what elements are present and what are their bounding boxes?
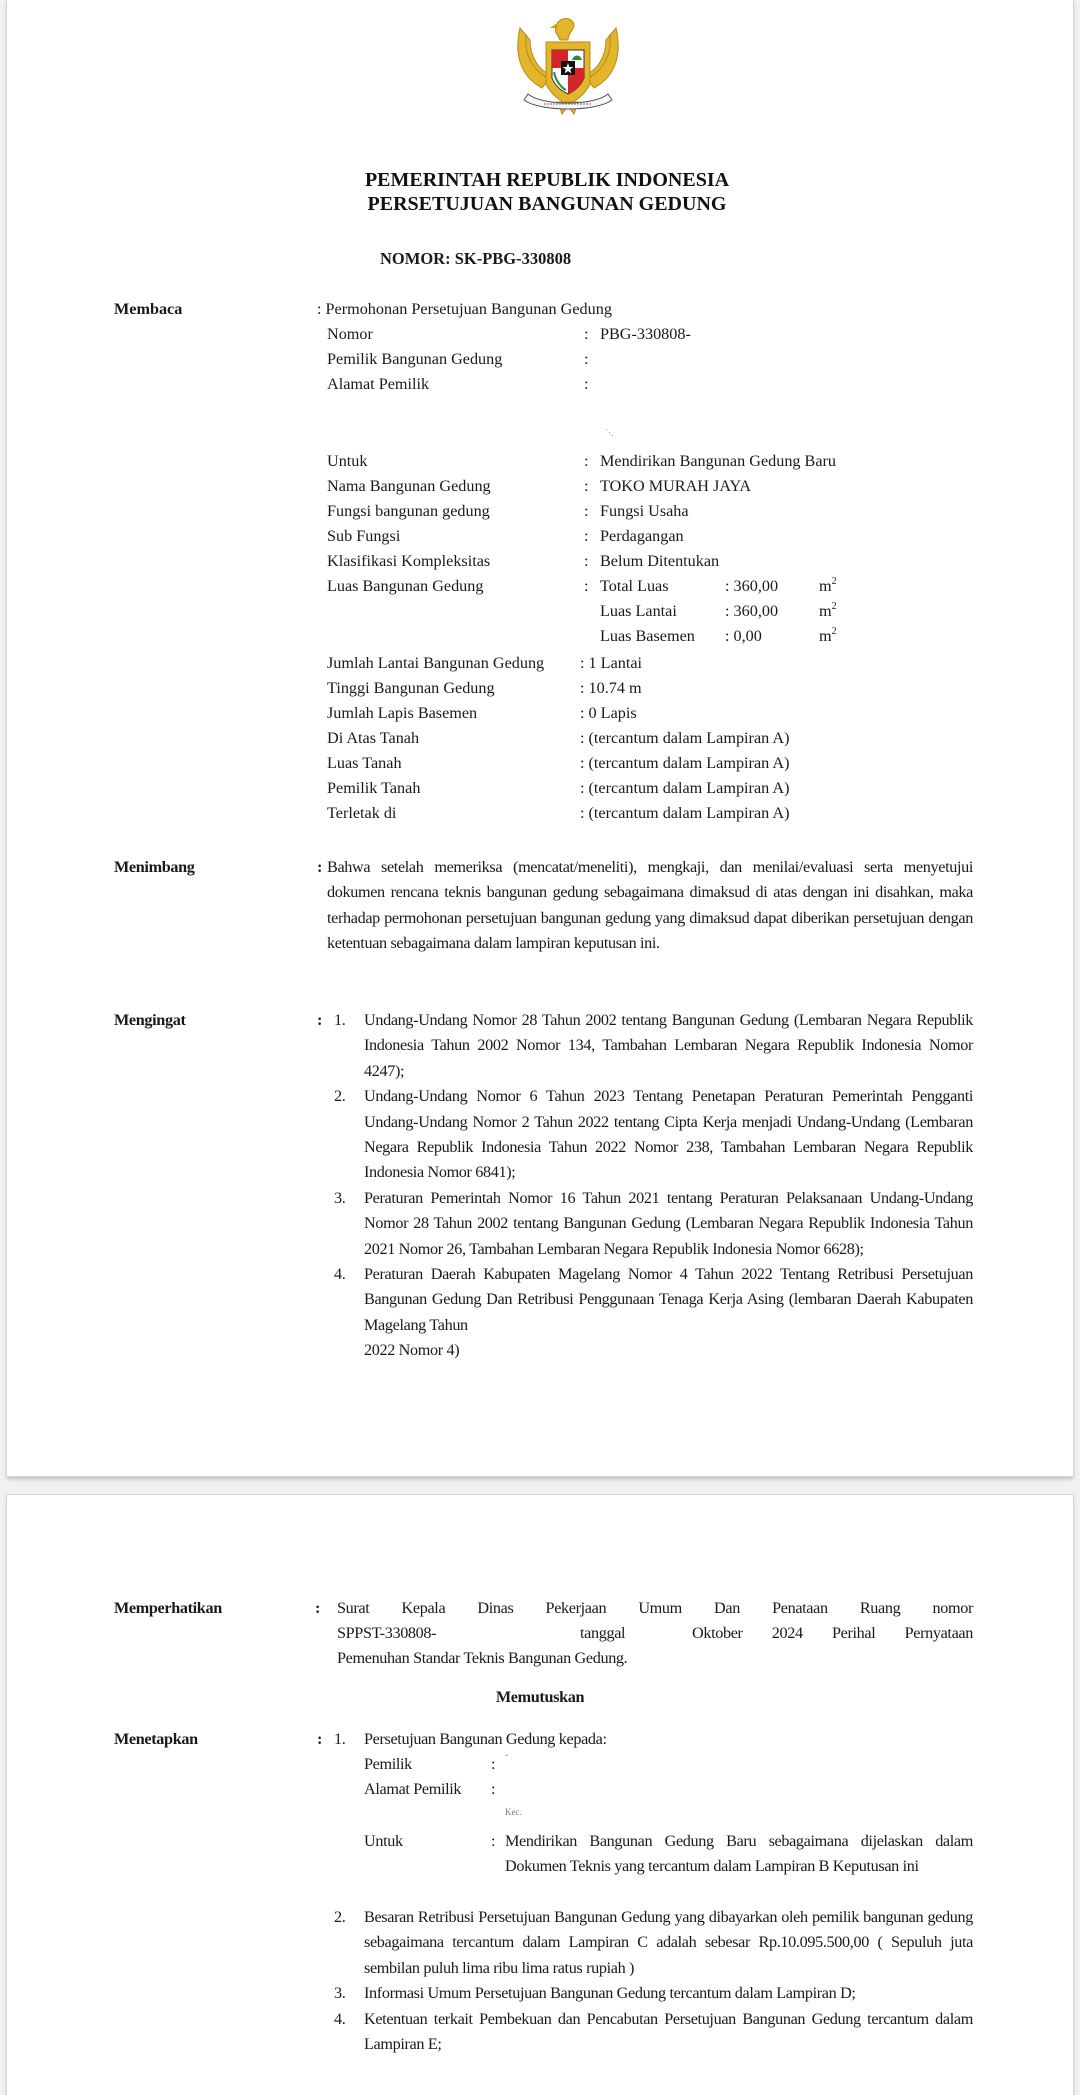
field-value: Belum Ditentukan <box>600 552 720 570</box>
redacted-remnant: ˇ <box>505 1753 508 1763</box>
field-value: : (tercantum dalam Lampiran A) <box>580 804 790 822</box>
list-item: 3. Peraturan Pemerintah Nomor 16 Tahun 2021 tentang Peraturan Pelaksanaan Undang-Undang Nomor 28 Tahun 2002 tentang Bangunan Gedung (Lembaran Negara Republik Indonesia Tahun 2021 Nomor 26, Tambahan Lembaran Negara Republik Indonesia Nomor 6628); <box>334 1188 973 1258</box>
document-page-2 <box>7 1495 1073 2095</box>
list-item: 1. Undang-Undang Nomor 28 Tahun 2002 tentang Bangunan Gedung (Lembaran Negara Republik Indonesia Tahun 2002 Nomor 134, Tambahan Lembaran Negara Republik Indonesia Nomor 4247); <box>334 1011 973 1080</box>
field-sep: : <box>584 452 589 470</box>
alamat-sep: : <box>491 1780 496 1798</box>
field-label: Jumlah Lapis Basemen <box>327 704 478 722</box>
document-page-1 <box>7 0 1073 1476</box>
pemilik-sep: : <box>491 1755 496 1773</box>
alamat-label: Alamat Pemilik <box>364 1780 462 1798</box>
field-sep: : <box>584 502 589 520</box>
pemilik-label: Pemilik <box>364 1755 412 1773</box>
field-label: Nomor <box>327 325 373 343</box>
list-item: 4. Peraturan Daerah Kabupaten Magelang Nomor 4 Tahun 2022 Tentang Retribusi Persetujuan Bangunan Gedung Dan Retribusi Penggunaan Tenaga Kerja Asing (lembaran Daerah Kabupaten Magelang Tahun 2022 Nomor 4) <box>334 1265 973 1360</box>
mengingat-colon: : <box>317 1011 323 1029</box>
field-sep: : <box>584 325 589 343</box>
redacted-remnant: Kec. <box>505 1807 522 1817</box>
field-value: TOKO MURAH JAYA <box>600 477 752 495</box>
menetapkan-item1-num: 1. <box>334 1730 346 1748</box>
memperhatikan-colon: : <box>315 1599 321 1617</box>
document-title-line2: PERSETUJUAN BANGUNAN GEDUNG <box>367 193 727 215</box>
section-label-membaca: Membaca <box>114 300 183 318</box>
field-label: Luas Tanah <box>327 754 402 772</box>
field-value: Mendirikan Bangunan Gedung Baru <box>600 452 837 470</box>
menimbang-text: Bahwa setelah memeriksa (mencatat/meneliti), mengkaji, dan menilai/evaluasi serta menyetujui dokumen rencana teknis bangunan gedung sebagaimana dimaksud di atas dengan ini disahkan, maka terhadap permohonan persetujuan bangunan gedung yang dimaksud dapat diberikan persetujuan dengan ketentuan sebagaimana dalam lampiran keputusan ini. <box>327 858 973 953</box>
luas-label: Total Luas <box>600 577 669 595</box>
memperhatikan-ref-number: SPPST-330808- <box>337 1624 437 1642</box>
luas-label: Luas Lantai <box>600 602 677 620</box>
field-value: : (tercantum dalam Lampiran A) <box>580 754 790 772</box>
menetapkan-item1-text: Persetujuan Bangunan Gedung kepada: <box>364 1730 607 1748</box>
field-label: Untuk <box>327 452 368 470</box>
menimbang-colon: : <box>317 858 323 876</box>
section-label-mengingat: Mengingat <box>114 1011 186 1029</box>
field-value-nomor: PBG-330808- <box>600 325 691 343</box>
field-sep: : <box>584 350 589 368</box>
field-value: : (tercantum dalam Lampiran A) <box>580 729 790 747</box>
field-sep: : <box>584 477 589 495</box>
luas-value: : 0,00 <box>725 627 762 645</box>
field-label: Luas Bangunan Gedung <box>327 577 484 595</box>
field-value: : 1 Lantai <box>580 654 643 672</box>
untuk-label: Untuk <box>364 1832 403 1850</box>
luas-unit: $m^2$ <box>819 576 837 595</box>
field-label: Pemilik Bangunan Gedung <box>327 350 503 368</box>
garuda-emblem-icon <box>512 14 624 122</box>
field-label: Jumlah Lantai Bangunan Gedung <box>327 654 545 672</box>
untuk-text: Mendirikan Bangunan Gedung Baru sebagaimana dijelaskan dalam Dokumen Teknis yang tercantum dalam Lampiran B Keputusan ini <box>505 1832 973 1876</box>
field-label: Tinggi Bangunan Gedung <box>327 679 495 697</box>
section-label-menetapkan: Menetapkan <box>114 1730 198 1748</box>
field-value: Perdagangan <box>600 527 684 545</box>
field-label: Fungsi bangunan gedung <box>327 502 490 520</box>
field-sep: : <box>584 577 589 595</box>
luas-unit: $m^2$ <box>819 626 837 645</box>
list-item: 4. Ketentuan terkait Pembekuan dan Pencabutan Persetujuan Bangunan Gedung tercantum dalam Lampiran E; <box>334 2009 973 2054</box>
list-item: 2. Undang-Undang Nomor 6 Tahun 2023 Tentang Penetapan Peraturan Pemerintah Pengganti Undang-Undang Nomor 2 Tahun 2022 tentang Cipta Kerja menjadi Undang-Undang (Lembaran Negara Republik Indonesia Tahun 2022 Nomor 238, Tambahan Lembaran Negara Republik Indonesia Nomor 6841); <box>334 1087 973 1182</box>
field-value: Fungsi Usaha <box>600 502 689 520</box>
menetapkan-list <box>334 1905 973 2057</box>
field-label: Alamat Pemilik <box>327 375 430 393</box>
list-item: 2. Besaran Retribusi Persetujuan Bangunan Gedung yang dibayarkan oleh pemilik bangunan gedung sebagaimana tercantum dalam Lampiran C adalah sebesar Rp.10.095.500,00 ( Sepuluh juta sembilan puluh lima ribu lima ratus rupiah ) <box>334 1908 973 1977</box>
memperhatikan-line1: Surat Kepala Dinas Pekerjaan Umum Dan Penataan Ruang nomor <box>337 1599 973 1617</box>
field-value: : (tercantum dalam Lampiran A) <box>580 779 790 797</box>
field-label: Sub Fungsi <box>327 527 401 545</box>
section-label-memperhatikan: Memperhatikan <box>114 1599 222 1617</box>
memperhatikan-tanggal: tanggal <box>580 1624 626 1642</box>
luas-value: : 360,00 <box>725 577 779 595</box>
field-value: : 0 Lapis <box>580 704 637 722</box>
document-title-line1: PEMERINTAH REPUBLIK INDONESIA <box>364 169 730 191</box>
mengingat-list <box>334 1008 973 1364</box>
field-label: Di Atas Tanah <box>327 729 420 747</box>
field-label: Pemilik Tanah <box>327 779 421 797</box>
field-sep: : <box>584 527 589 545</box>
luas-label: Luas Basemen <box>600 627 695 645</box>
redacted-remnant: ˙·. <box>605 428 614 438</box>
untuk-sep: : <box>491 1832 496 1850</box>
section-label-menimbang: Menimbang <box>114 858 195 876</box>
luas-value: : 360,00 <box>725 602 779 620</box>
luas-unit: $m^2$ <box>819 601 837 620</box>
memperhatikan-line3: Pemenuhan Standar Teknis Bangunan Gedung. <box>337 1649 628 1667</box>
field-label: Klasifikasi Kompleksitas <box>327 552 491 570</box>
menetapkan-colon: : <box>317 1730 323 1748</box>
document-number: NOMOR: SK-PBG-330808 <box>380 249 572 268</box>
memutuskan-heading: Memutuskan <box>495 1688 585 1706</box>
field-value: : 10.74 m <box>580 679 642 697</box>
membaca-intro: : Permohonan Persetujuan Bangunan Gedung <box>317 300 612 318</box>
field-sep: : <box>584 552 589 570</box>
field-label: Terletak di <box>327 804 397 822</box>
field-label: Nama Bangunan Gedung <box>327 477 491 495</box>
field-sep: : <box>584 375 589 393</box>
memperhatikan-date-perihal: Oktober 2024 Perihal Pernyataan <box>692 1624 973 1642</box>
list-item: 3. Informasi Umum Persetujuan Bangunan Gedung tercantum dalam Lampiran D; <box>334 1984 856 2003</box>
